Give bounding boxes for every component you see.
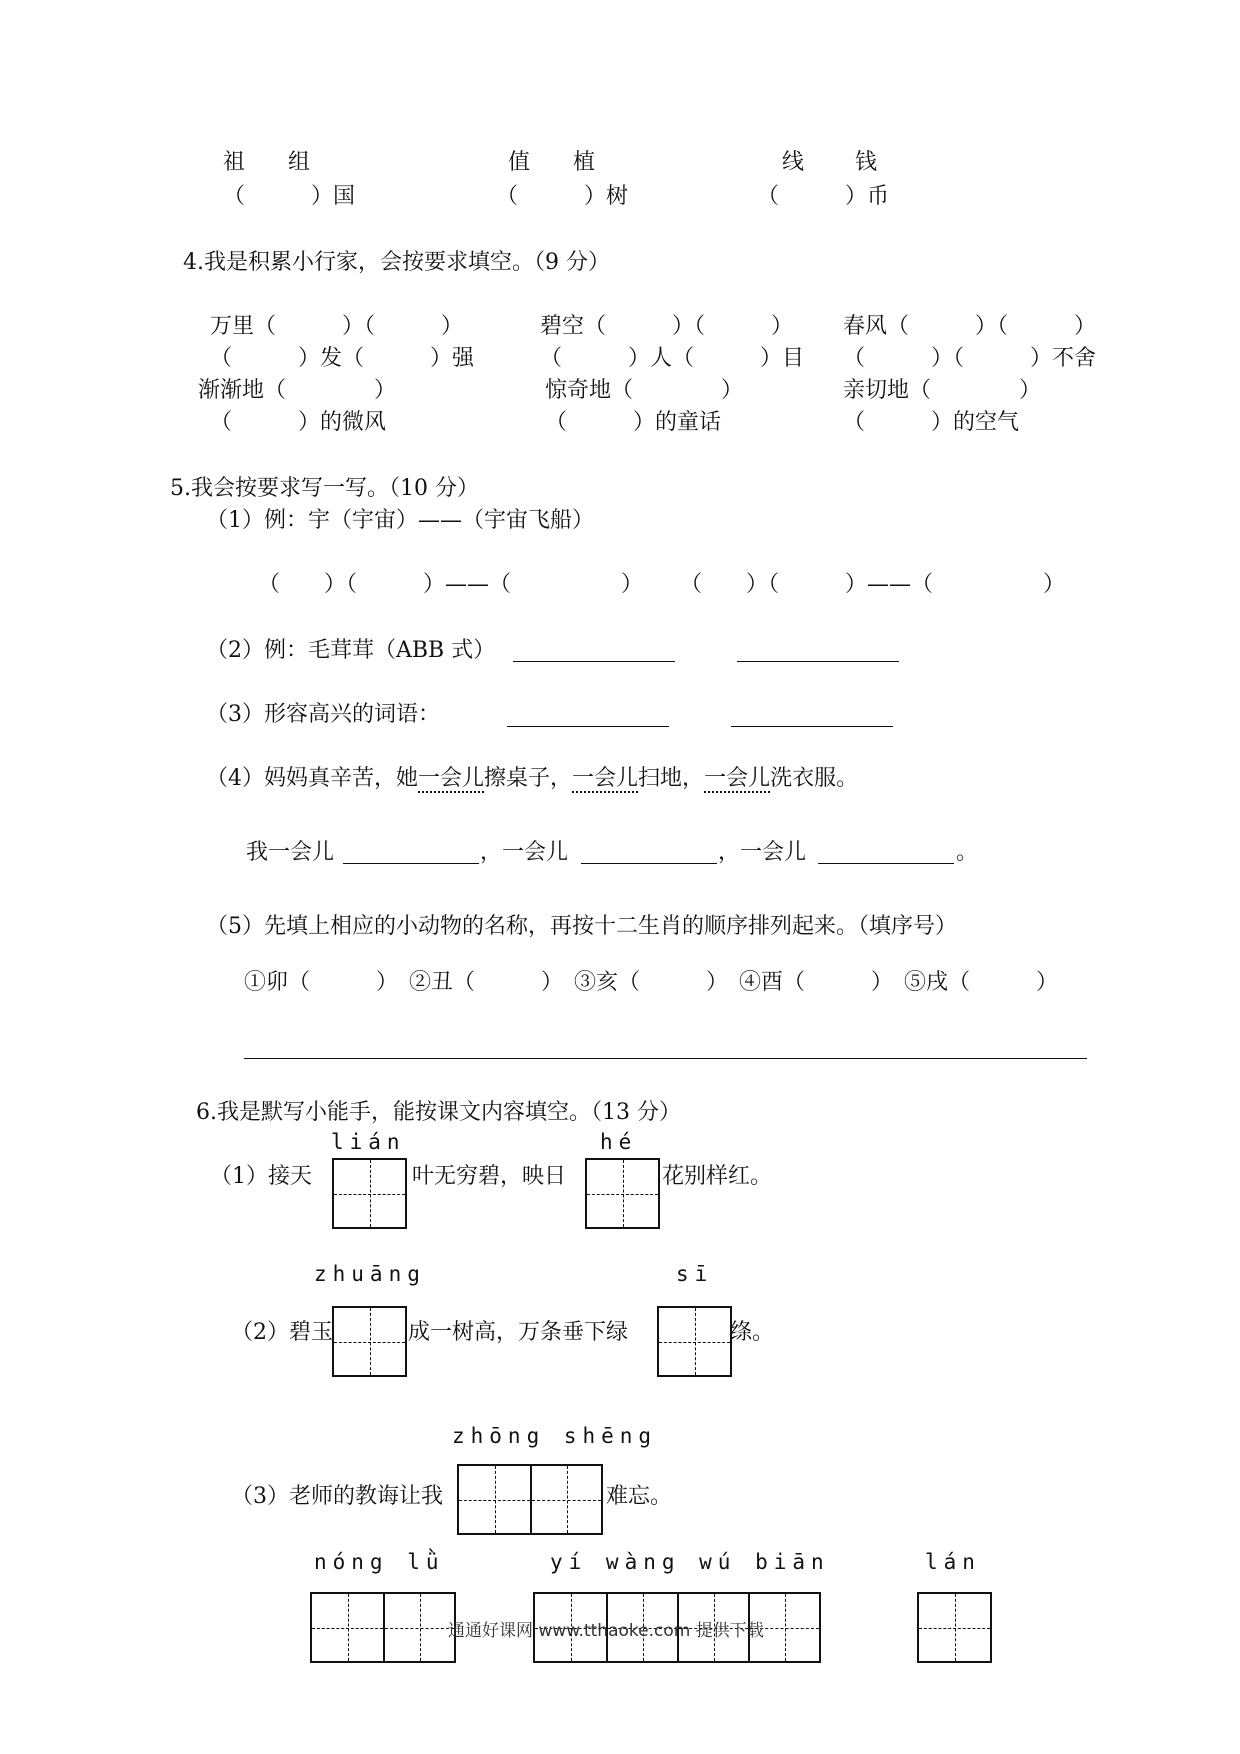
q6-s2-grid-1[interactable] (332, 1306, 407, 1377)
q6-s2-pinyin-b: sī (676, 1262, 714, 1286)
q6-s2-grid-2[interactable] (657, 1306, 732, 1377)
q5-p4-blank-3[interactable] (818, 863, 954, 864)
writing-cell[interactable] (659, 1308, 730, 1375)
q5-p4-blank-2[interactable] (581, 863, 717, 864)
q5-p4-prompt-end: 。 (956, 840, 979, 865)
q6-s1-grid-1[interactable] (332, 1158, 407, 1229)
q6-s3-grid[interactable] (457, 1464, 603, 1535)
q6-s2-b: 成一树高，万条垂下绿 (408, 1320, 629, 1345)
q6-s1-pinyin-b: hé (600, 1130, 638, 1154)
q6-s2-c: 绦。 (730, 1320, 775, 1345)
q5-p2-answer-line-2[interactable] (737, 661, 899, 662)
q3-pair2-blank: （ ）树 (496, 184, 629, 209)
q4-r4c3: （ ）的空气 (843, 410, 1020, 435)
q6-title: 6.我是默写小能手，能按课文内容填空。（13 分） (196, 1100, 681, 1125)
q4-r2c3: （ ）（ ）不舍 (843, 346, 1097, 371)
q5-p4-dotted-2: 一会儿 (572, 766, 639, 791)
q5-p5-answer-line[interactable] (244, 1058, 1087, 1059)
q4-r2c2: （ ）人（ ）目 (540, 346, 805, 371)
q6-s4-pinyin-c: lán (925, 1550, 981, 1574)
q6-s1-pinyin-a: lián (331, 1130, 406, 1154)
q5-p4-part-a: （4）妈妈真辛苦，她 (206, 766, 418, 791)
q5-p1-example: （1）例：宇（宇宙）——（宇宙飞船） (206, 508, 594, 533)
q4-r4c1: （ ）的微风 (210, 410, 387, 435)
q6-s4-grid-3[interactable] (917, 1592, 992, 1663)
q4-r1c2: 碧空（ ）（ ） (540, 314, 794, 339)
q6-s3-a: （3）老师的教诲让我 (231, 1484, 443, 1509)
writing-cell[interactable] (587, 1160, 658, 1227)
q5-p4-part-d: 洗衣服。 (770, 766, 859, 791)
q5-p4-dotted-3: 一会儿 (704, 766, 771, 791)
writing-cell[interactable] (334, 1308, 405, 1375)
q5-p5-text: （5）先填上相应的小动物的名称，再按十二生肖的顺序排列起来。（填序号） (206, 914, 957, 939)
q5-p3-label: （3）形容高兴的词语： (206, 702, 440, 727)
q4-r3c3: 亲切地（ ） (843, 378, 1042, 403)
q5-p4-part-c: 扫地， (638, 766, 705, 791)
q6-s3-b: 难忘。 (606, 1484, 673, 1509)
writing-cell[interactable] (919, 1594, 990, 1661)
q6-s4-pinyin-b: yí wàng wú biān (550, 1550, 830, 1574)
q5-p2-answer-line-1[interactable] (513, 661, 675, 662)
q5-p4-sentence (206, 766, 858, 792)
q4-r1c1: 万里（ ）（ ） (210, 314, 464, 339)
q6-s4-pinyin-a: nóng lǜ (314, 1550, 445, 1574)
q5-p4-prompt-b: ，一会儿 (480, 840, 569, 865)
q5-p4-prompt-c: ，一会儿 (718, 840, 807, 865)
q6-s1-c: 花别样红。 (662, 1164, 773, 1189)
q6-s4-grid-1[interactable] (310, 1592, 456, 1663)
q5-p2-example: （2）例：毛茸茸（ABB 式） (206, 638, 496, 663)
q6-s2-a: （2）碧玉 (231, 1320, 333, 1345)
q6-s1-grid-2[interactable] (585, 1158, 660, 1229)
q5-p1-blanks-a: （ ）（ ）——（ ） (258, 572, 644, 597)
q5-p1-blanks-b: （ ）（ ）——（ ） (680, 572, 1066, 597)
q5-p3-answer-line-2[interactable] (731, 726, 893, 727)
q3-pair2-chars: 值 植 (508, 150, 613, 175)
q5-p4-blank-1[interactable] (343, 863, 479, 864)
q5-p4-part-b: 擦桌子， (484, 766, 573, 791)
q4-r4c2: （ ）的童话 (545, 410, 722, 435)
q5-p3-answer-line-1[interactable] (507, 726, 669, 727)
q4-r1c3: 春风（ ）（ ） (843, 314, 1097, 339)
writing-cell[interactable] (334, 1160, 405, 1227)
q5-p4-prompt-a: 我一会儿 (246, 840, 335, 865)
q3-pair1-chars: 祖 组 (223, 150, 328, 175)
q4-r2c1: （ ）发（ ）强 (210, 346, 475, 371)
q6-s1-b: 叶无穷碧，映日 (412, 1164, 567, 1189)
q4-r3c2: 惊奇地（ ） (545, 378, 744, 403)
q4-r3c1: 渐渐地（ ） (198, 378, 397, 403)
q5-p5-items: ①卯（ ） ②丑（ ） ③亥（ ） ④酉（ ） ⑤戌（ ） (244, 970, 1059, 995)
q6-s2-pinyin-a: zhuāng (314, 1262, 426, 1286)
watermark: 通通好课网 www.tthaoke.com 提供下载 (448, 1621, 764, 1641)
writing-cell[interactable] (383, 1594, 454, 1661)
q5-title: 5.我会按要求写一写。（10 分） (170, 476, 479, 501)
q6-s1-a: （1）接天 (210, 1164, 312, 1189)
writing-cell[interactable] (459, 1466, 530, 1533)
writing-cell[interactable] (530, 1466, 601, 1533)
writing-cell[interactable] (312, 1594, 383, 1661)
q3-pair1-blank: （ ）国 (223, 184, 356, 209)
q5-p4-dotted-1: 一会儿 (418, 766, 485, 791)
q4-title: 4.我是积累小行家，会按要求填空。（9 分） (183, 250, 610, 275)
q6-s3-pinyin: zhōng shēng (452, 1424, 658, 1448)
q3-pair3-chars: 线 钱 (782, 150, 899, 175)
q3-pair3-blank: （ ）币 (757, 184, 890, 209)
